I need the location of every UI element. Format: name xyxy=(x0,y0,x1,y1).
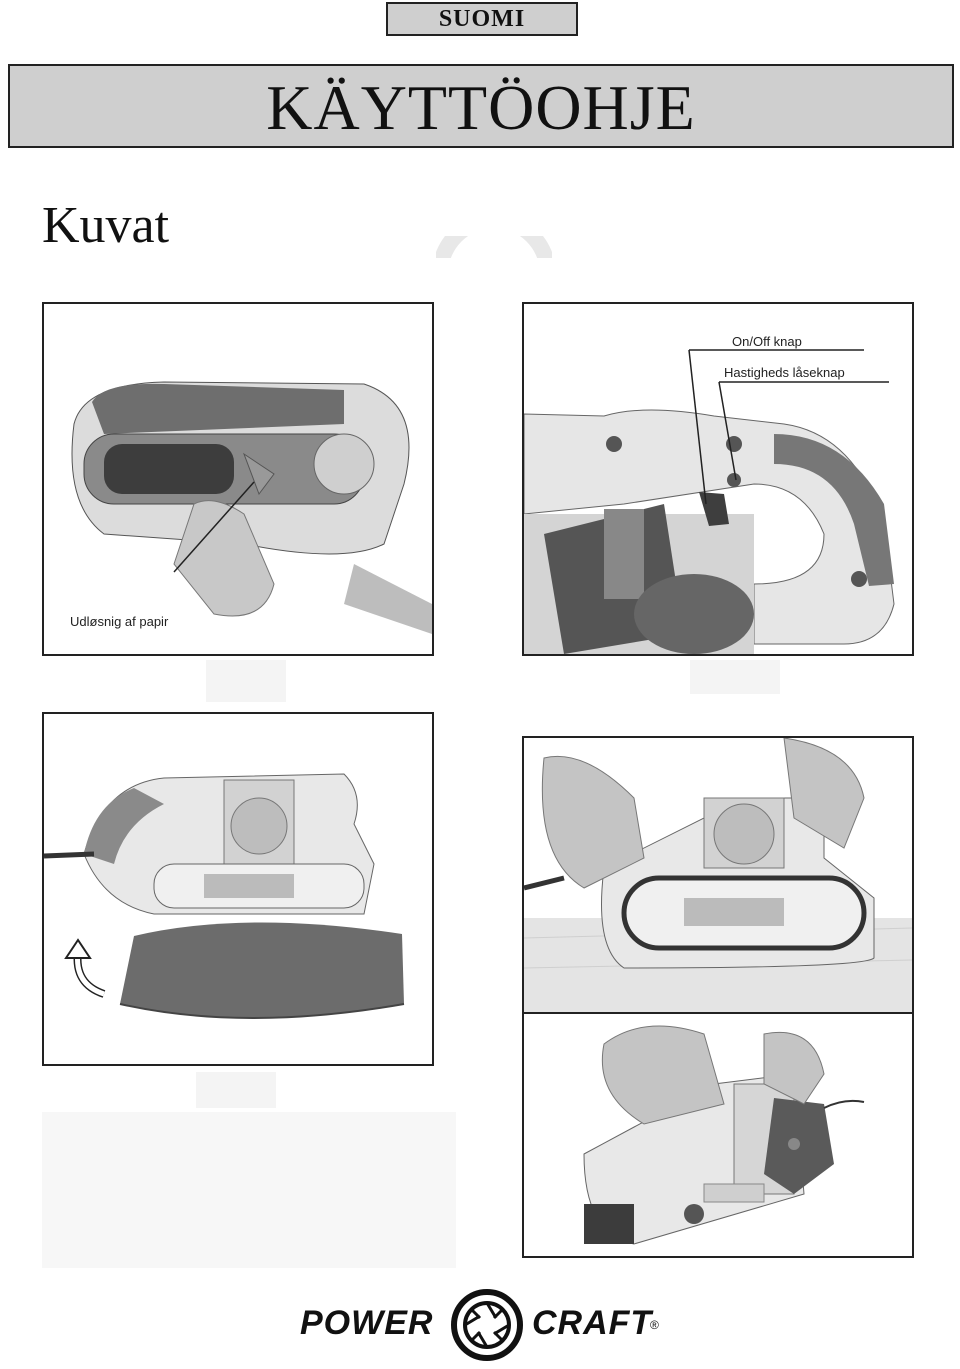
faded-caption-block xyxy=(690,660,780,694)
page-title: KÄYTTÖOHJE xyxy=(8,64,954,148)
faded-caption-block xyxy=(206,660,286,702)
brand-craft: CRAFT xyxy=(532,1304,653,1342)
brand-power: POWER xyxy=(300,1304,434,1342)
power-craft-logo xyxy=(300,1286,662,1362)
callout-paper-release: Udløsnig af papir xyxy=(70,614,169,629)
section-heading: Kuvat xyxy=(42,197,170,254)
language-tab: SUOMI xyxy=(386,2,578,36)
figure-sanding-board xyxy=(522,736,914,1014)
registered-mark: ® xyxy=(650,1318,659,1332)
figure-belt-release xyxy=(42,302,434,656)
faded-caption-block xyxy=(196,1072,276,1108)
figure-dust-bag xyxy=(522,1014,914,1258)
callout-speed-lock: Hastigheds låseknap xyxy=(724,365,845,380)
faded-text-block xyxy=(42,1112,456,1268)
callout-on-off: On/Off knap xyxy=(732,334,802,349)
watermark-arc xyxy=(436,236,552,258)
figure-switch-buttons xyxy=(522,302,914,656)
power-craft-logo-icon xyxy=(450,1288,524,1362)
figure-belt-replace xyxy=(42,712,434,1066)
